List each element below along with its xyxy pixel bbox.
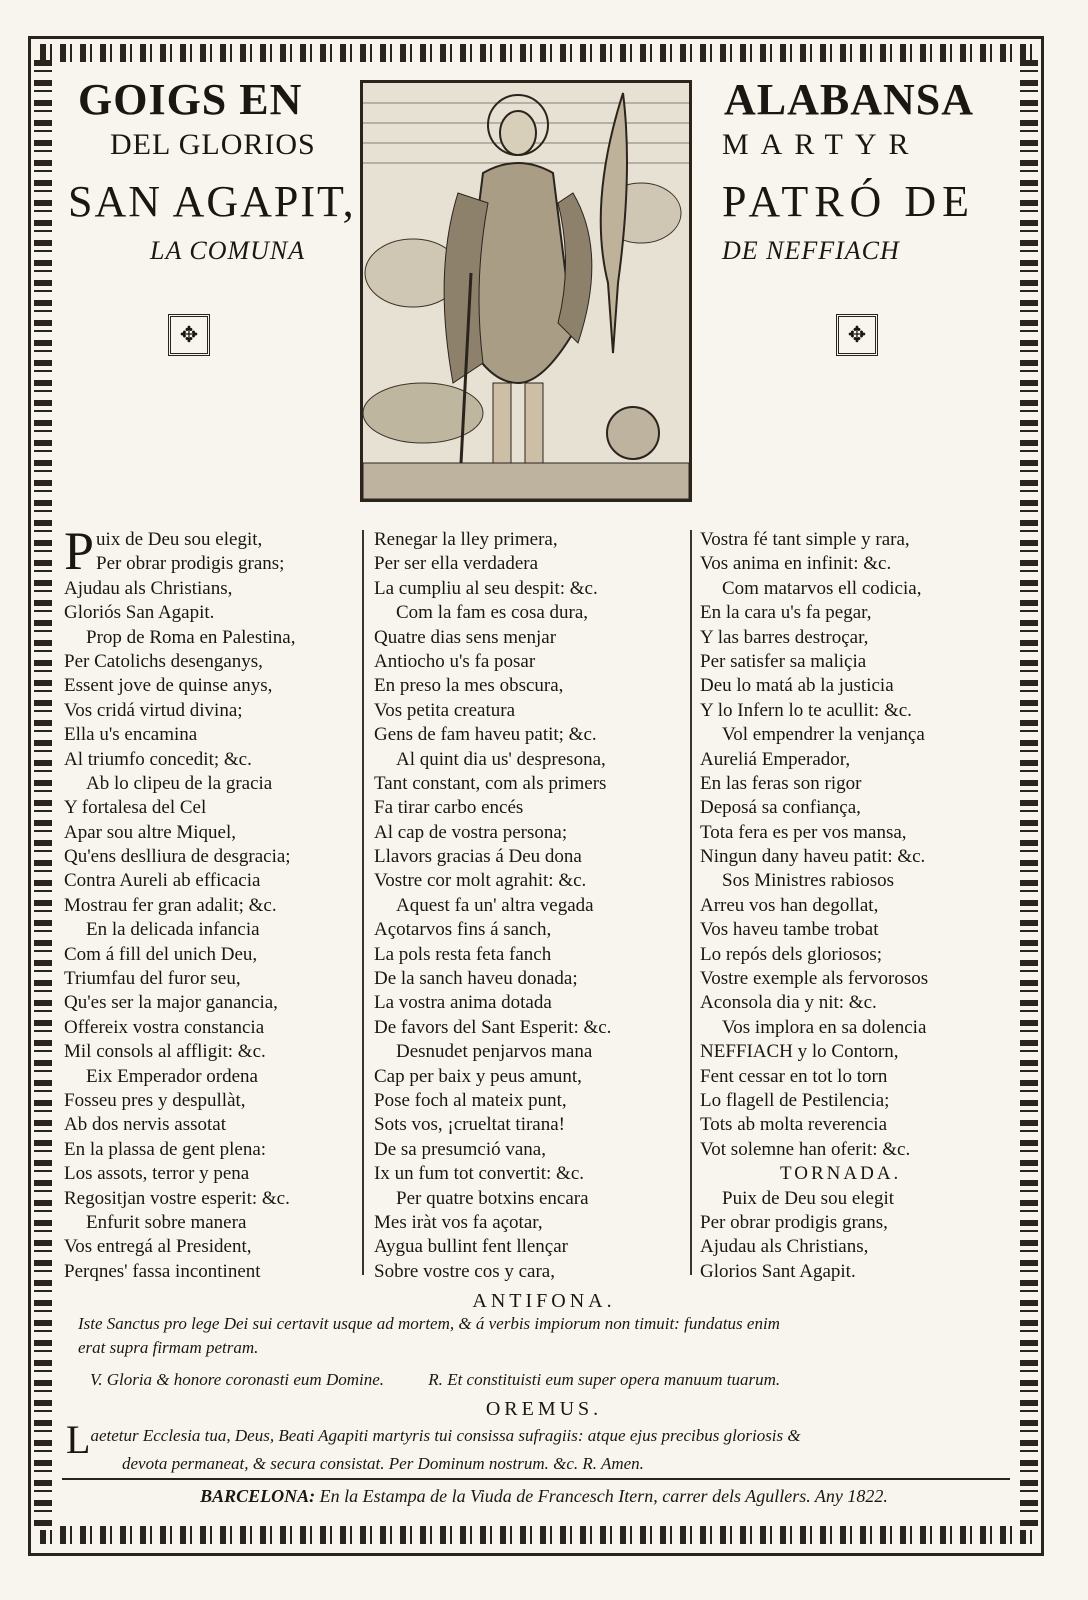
verse-line: Ella u's encamina [64,724,198,746]
verse-line: Y fortalesa del Cel [64,797,207,819]
verse-line: Y lo Infern lo te acullit: &c. [700,699,912,721]
verse-line: Mes iràt vos fa açotar, [374,1211,543,1233]
verse-line: En la delicada infancia [86,919,260,941]
verse-line: Prop de Roma en Palestina, [86,626,296,648]
title-left-line1: GOIGS EN [78,75,303,124]
verse-line: Per quatre botxins encara [396,1187,589,1209]
oremus-line: devota permaneat, & secura consistat. Per Dominum nostrum. &c. R. Amen. [122,1454,644,1473]
verse-line: En preso la mes obscura, [374,675,564,697]
column-divider [362,530,364,1275]
verse-line: Vos petita creatura [374,699,516,721]
verse-line: Enfurit sobre manera [86,1211,247,1233]
verse-line: Aureliá Emperador, [700,748,851,770]
verse-line: Vos entregá al President, [64,1236,252,1258]
verse-line: Per satisfer sa maliçia [700,650,867,672]
oremus-text [66,1417,986,1476]
imprint-text: En la Estampa de la Viuda de Francesch Itern, carrer dels Agullers. Any 1822. [319,1486,888,1506]
dropcap-letter: P [64,521,95,581]
verse-line: Los assots, terror y pena [64,1163,250,1185]
verse-line: Sots vos, ¡crueltat tirana! [374,1114,566,1136]
verse-column-3 [700,528,928,1284]
verse-line: Açotarvos fins á sanch, [374,919,552,941]
verse-line: De favors del Sant Esperit: &c. [374,1016,612,1038]
verse-line: Al triumfo concedit; &c. [64,748,252,770]
verse-line: La cumpliu al seu despit: &c. [374,577,598,599]
title-left-line3: SAN AGAPIT, [68,177,356,226]
title-right-line1: ALABANSA [724,75,975,124]
verse-line: Vos anima en infinit: &c. [700,553,892,575]
verse-line: Qu'es ser la major ganancia, [64,992,278,1014]
verse-line: La pols resta feta fanch [374,943,552,965]
verse-line: En la plassa de gent plena: [64,1138,267,1160]
verse-line: Mostrau fer gran adalit; &c. [64,894,277,916]
verse-line: Com matarvos ell codicia, [722,577,922,599]
verse-line: Renegar la lley primera, [374,529,558,550]
verse-line: Triumfau del furor seu, [64,968,241,990]
verse-line: Aygua bullint fent llençar [374,1236,568,1258]
verse-line: Vol empendrer la venjança [722,724,925,746]
verse-line: Essent jove de quinse anys, [64,675,273,697]
verse-line: Desnudet penjarvos mana [396,1041,593,1063]
verse-line: Com á fill del unich Deu, [64,943,258,965]
verse-line: Tots ab molta reverencia [700,1114,888,1136]
verse-line: Tota fera es per vos mansa, [700,821,907,843]
verse-line: Mil consols al affligit: &c. [64,1041,266,1063]
verse-line: Lo flagell de Pestilencia; [700,1089,890,1111]
divider-rule [62,1478,1010,1480]
imprint-city: BARCELONA: [200,1486,316,1506]
verse-line: De sa presumció vana, [374,1138,546,1160]
verse-line: Per ser ella verdadera [374,553,539,575]
verse-line: Com la fam es cosa dura, [396,602,589,624]
verse-line: Vot solemne han oferit: &c. [700,1138,911,1160]
verse-line: Gens de fam haveu patit; &c. [374,724,597,746]
versicle-line [90,1368,1010,1392]
verse-line: Arreu vos han degollat, [700,894,879,916]
verse-line: Lo repós dels gloriosos; [700,943,883,965]
verse-line: Puix de Deu sou elegit [722,1187,895,1209]
verse-line: Regositjan vostre esperit: &c. [64,1187,290,1209]
verse-column-1 [64,521,296,1284]
verse-line: En las feras son rigor [700,772,862,794]
response-text: Et constituisti eum super opera manuum tuarum. [447,1370,781,1389]
verse-line: Vostra fé tant simple y rara, [700,529,910,550]
title-left-line2: DEL GLORIOS [110,128,316,161]
verse-line: Vos cridá virtud divina; [64,699,243,721]
verse-line: uix de Deu sou elegit, [96,529,263,550]
ornament-cross-icon: ✥ [168,314,210,356]
verse-line: Perqnes' fassa incontinent [64,1260,261,1282]
verse-line: Qu'ens deslliura de desgracia; [64,846,291,868]
antifona-text [78,1312,998,1360]
verse-line: NEFFIACH y lo Contorn, [700,1041,899,1063]
verse-line: Vos haveu tambe trobat [700,919,879,941]
verse-line: Per obrar prodigis grans; [96,553,285,575]
verse-line: Glorios Sant Agapit. [700,1260,856,1282]
imprint [0,1486,1088,1507]
verse-line: Fent cessar en tot lo torn [700,1065,888,1087]
verse-line: Apar sou altre Miquel, [64,821,237,843]
verse-line: Ab lo clipeu de la gracia [86,772,273,794]
response-sign: R. [428,1370,443,1389]
verse-line: Fosseu pres y despullàt, [64,1089,246,1111]
verse-line: Y las barres destroçar, [700,626,869,648]
title-left-line4: LA COMUNA [150,236,306,265]
verse-line: Per Catolichs desenganys, [64,650,263,672]
verse-line: De la sanch haveu donada; [374,968,578,990]
verse-line: Fa tirar carbo encés [374,797,524,819]
verse-line: Ningun dany haveu patit: &c. [700,846,926,868]
versicle-text: Gloria & honore coronasti eum Domine. [106,1370,385,1389]
verse-line: Deu lo matá ab la justicia [700,675,894,697]
antifona-line: Iste Sanctus pro lege Dei sui certavit usque ad mortem, & á verbis impiorum non timuit: fundatus enim [78,1314,780,1333]
title-right-line2: MARTYR [722,128,921,161]
verse-line: La vostra anima dotada [374,992,552,1014]
bottom-border-ornament [40,1526,1032,1544]
verse-line: Deposá sa confiança, [700,797,861,819]
verse-line: Eix Emperador ordena [86,1065,258,1087]
oremus-heading: OREMUS. [485,1398,603,1420]
versicle-sign: V. [90,1370,103,1389]
verse-line: Vostre cor molt agrahit: &c. [374,870,587,892]
verse-line: Aquest fa un' altra vegada [396,894,594,916]
verse-line: Offereix vostra constancia [64,1016,265,1038]
saint-figure-icon [363,83,689,499]
verse-line: Ix un fum tot convertit: &c. [374,1163,585,1185]
verse-line: Per obrar prodigis grans, [700,1211,888,1233]
verse-line: Sobre vostre cos y cara, [374,1260,555,1282]
antifona-heading: ANTIFONA. [472,1290,616,1312]
verse-line: Vos implora en sa dolencia [722,1016,927,1038]
antifona-line: erat supra firmam petram. [78,1338,259,1357]
verse-line: Ab dos nervis assotat [64,1114,227,1136]
column-divider [690,530,692,1275]
verse-line: Tant constant, com als primers [374,772,607,794]
verse-column-2 [374,528,611,1284]
verse-line: En la cara u's fa pegar, [700,602,872,624]
oremus-line: aetetur Ecclesia tua, Deus, Beati Agapiti martyris tui consissa sufragiis: atque ejus precibus gloriosis & [90,1426,801,1445]
verse-line: Contra Aureli ab efficacia [64,870,261,892]
top-border-ornament [40,44,1032,62]
verse-line: Al cap de vostra persona; [374,821,568,843]
verse-line: Vostre exemple als fervorosos [700,968,929,990]
verse-line: Antiocho u's fa posar [374,650,536,672]
tornada-heading: TORNADA. [780,1163,902,1185]
title-right-line4: DE NEFFIACH [722,236,900,265]
verse-line: Sos Ministres rabiosos [722,870,895,892]
verse-line: Pose foch al mateix punt, [374,1089,567,1111]
dropcap-letter: L [66,1417,91,1462]
verse-line: Ajudau als Christians, [64,577,233,599]
title-right-line3: PATRÓ DE [722,177,975,226]
verse-line: Al quint dia us' despresona, [396,748,606,770]
verse-line: Llavors gracias á Deu dona [374,846,582,868]
verse-line: Ajudau als Christians, [700,1236,869,1258]
verse-line: Gloriós San Agapit. [64,602,215,624]
ornament-cross-icon: ✥ [836,314,878,356]
verse-line: Quatre dias sens menjar [374,626,557,648]
verse-line: Aconsola dia y nit: &c. [700,992,877,1014]
verse-line: Cap per baix y peus amunt, [374,1065,582,1087]
saint-woodcut-image [360,80,692,502]
